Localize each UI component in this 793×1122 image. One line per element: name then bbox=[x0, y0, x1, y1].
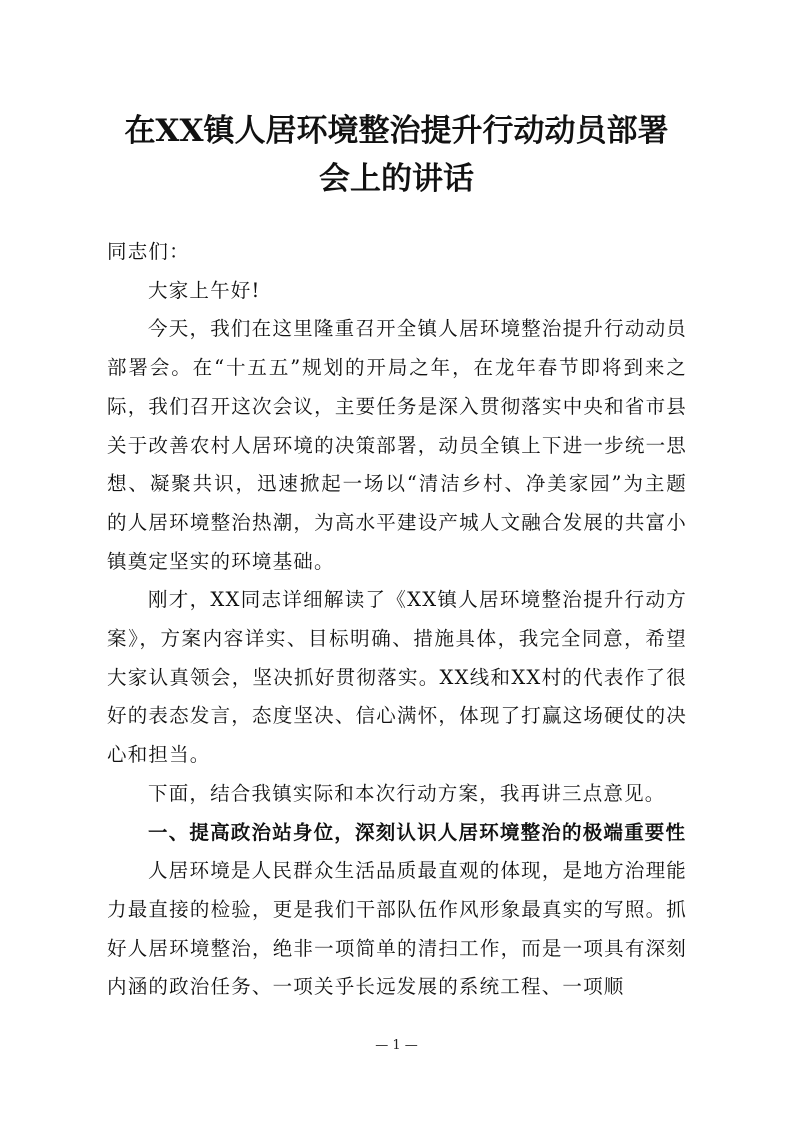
salutation: 同志们： bbox=[107, 240, 190, 263]
section-heading-1: 一、提高政治站身位，深刻认识人居环境整治的极端重要性 bbox=[148, 820, 687, 844]
paragraph-transition: 下面，结合我镇实际和本次行动方案，我再讲三点意见。 bbox=[148, 781, 666, 805]
document-body bbox=[107, 233, 687, 1007]
page-number: — 1 — bbox=[375, 1038, 418, 1053]
paragraph-introduction: 今天，我们在这里隆重召开全镇人居环境整治提升行动动员部署会。在“十五五”规划的开局之年，在龙年春节即将到来之际，我们召开这次会议，主要任务是深入贯彻落实中央和省市县关于改善农村人居环境的决策部署，动员全镇上下进一步统一思想、凝聚共识，迅速掀起一场以“清洁乡村、净美家园”为主题的人居环境整治热潮，为高水平建设产城人文融合发展的共富小镇奠定坚实的环境基础。 bbox=[107, 317, 687, 573]
title-line-1: 在XX镇人居环境整治提升行动动员部署 bbox=[124, 113, 669, 149]
paragraph-review: 刚才，XX同志详细解读了《XX镇人居环境整治提升行动方案》，方案内容详实、目标明确、措施具体，我完全同意，希望大家认真领会，坚决抓好贯彻落实。XX线和XX村的代表作了很好的表态发言，态度坚决、信心满怀，体现了打赢这场硬仗的决心和担当。 bbox=[107, 588, 687, 767]
title-line-2: 会上的讲话 bbox=[319, 161, 474, 197]
paragraph-greeting: 大家上午好! bbox=[148, 278, 261, 302]
paragraph-section-1: 人居环境是人民群众生活品质最直观的体现，是地方治理能力最直接的检验，更是我们干部队伍作风形象最真实的写照。抓好人居环境整治，绝非一项简单的清扫工作，而是一项具有深刻内涵的政治任务、一项关乎长远发展的系统工程、一项顺 bbox=[107, 859, 687, 999]
document-title bbox=[100, 107, 693, 203]
